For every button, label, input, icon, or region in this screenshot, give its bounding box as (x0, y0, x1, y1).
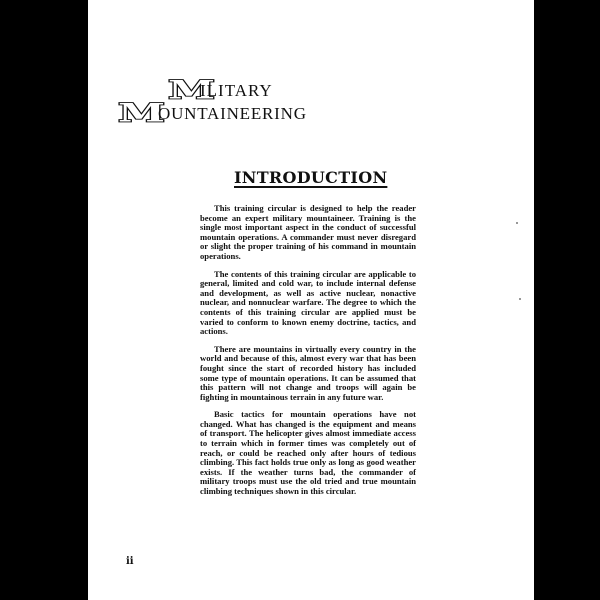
paragraph: The contents of this training circular are applicable to general, limited and cold war, to include internal defense and development, as well as active nuclear, nonactive nuclear, and nonnuclear warfare. The degree to which the contents of this training circular are applied must be varied to conform to known enemy doctrine, tactics, and actions. (200, 268, 416, 337)
page-number: ii (126, 556, 134, 567)
masthead-word-1: ILITARY (200, 81, 273, 100)
paragraph: There are mountains in virtually every country in the world and because of this, almost every war that has been fought since the start of recorded history has included some type of mountain operations. It can be assumed that this pattern will not change and troops will again be fighting in mountainous terrain in any future war. (200, 343, 416, 402)
masthead-title (118, 72, 358, 128)
masthead-word-2: OUNTAINEERING (158, 104, 307, 123)
section-title: INTRODUCTION (234, 168, 388, 187)
paragraph: This training circular is designed to help the reader become an expert military mountaineer. Training is the single most important aspect in the conduct of successful mountain operations. A commander must never disregard or slight the proper training of his command in mountain operations. (200, 203, 416, 261)
paragraph: Basic tactics for mountain operations have not changed. What has changed is the equipment and means of transport. The helicopter gives almost immediate access to terrain which in former times was completely out of reach, or could be reached only after hours of tedious climbing. This fact holds true only as long as good weather exists. If the weather turns bad, the commander of military troops must use the old tried and true mountain climbing techniques shown in this circular. (200, 409, 416, 497)
scan-speck (516, 222, 518, 224)
masthead-initial-2: M (118, 98, 166, 128)
body-text (200, 204, 416, 505)
masthead-initial-1: M (168, 74, 216, 105)
scan-speck (519, 298, 521, 300)
scan-border (534, 0, 600, 600)
